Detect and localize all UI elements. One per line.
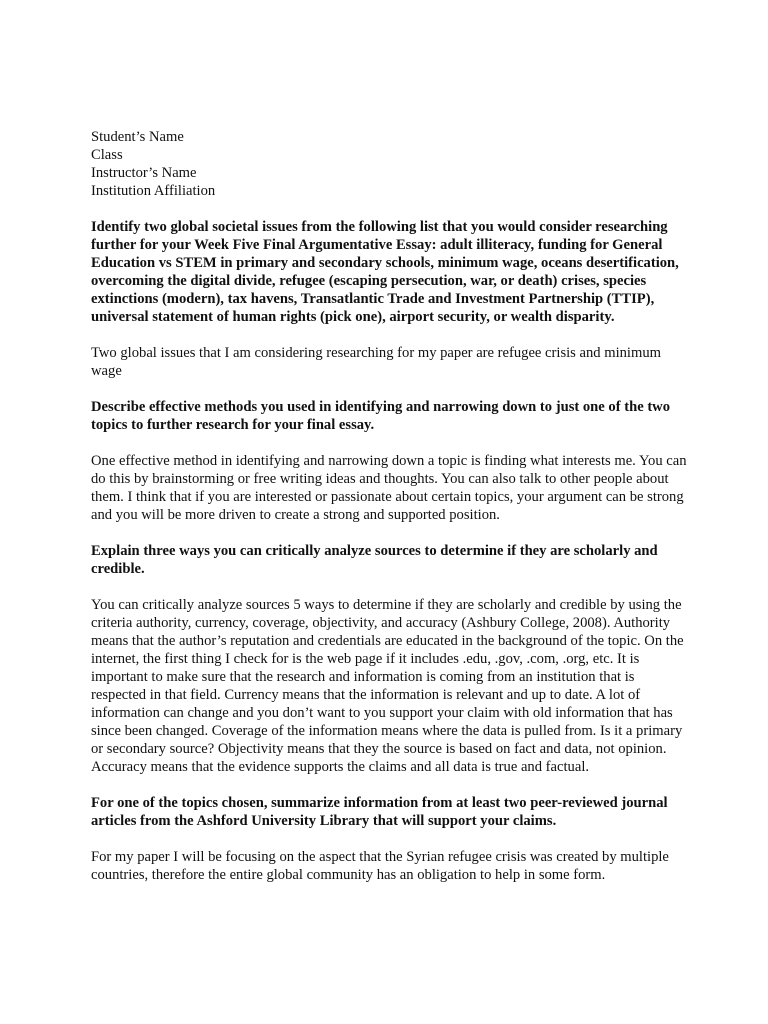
document-page [91,128,691,884]
institution-affiliation: Institution Affiliation [91,183,216,199]
class-name: Class [91,147,123,163]
question-2: Describe effective methods you used in identifying and narrowing down to just one of the two topics to further research for your final essay. [91,399,671,433]
question-3: Explain three ways you can critically analyze sources to determine if they are scholarly and credible. [91,543,658,577]
question-4: For one of the topics chosen, summarize information from at least two peer-reviewed journal articles from the Ashford University Library that will support your claims. [91,795,668,829]
answer-1: Two global issues that I am considering researching for my paper are refugee crisis and minimum wage [91,345,661,379]
student-name: Student’s Name [91,129,184,145]
answer-2: One effective method in identifying and narrowing down a topic is finding what interests me. You can do this by brainstorming or free writing ideas and thoughts. You can also talk to other people about them. I think that if you are interested or passionate about certain topics, your argument can be strong and you will be more driven to create a strong and supported position. [91,453,687,523]
answer-4: For my paper I will be focusing on the aspect that the Syrian refugee crisis was created by multiple countries, therefore the entire global community has an obligation to help in some form. [91,849,669,883]
header-block [91,128,691,200]
question-1: Identify two global societal issues from the following list that you would consider researching further for your Week Five Final Argumentative Essay: adult illiteracy, funding for General Education vs STEM in primary and secondary schools, minimum wage, oceans desertification, overcoming the digital divide, refugee (escaping persecution, war, or death) crises, species extinctions (modern), tax havens, Transatlantic Trade and Investment Partnership (TTIP), universal statement of human rights (pick one), airport security, or wealth disparity. [91,219,679,325]
instructor-name: Instructor’s Name [91,165,197,181]
answer-3: You can critically analyze sources 5 ways to determine if they are scholarly and credible by using the criteria authority, currency, coverage, objectivity, and accuracy (Ashbury College, 2008). Authority means that the author’s reputation and credentials are educated in the background of the topic. On the internet, the first thing I check for is the web page if it includes .edu, .gov, .com, .org, etc. It is important to make sure that the research and information is coming from an institution that is respected in that field. Currency means that the information is relevant and up to date. A lot of information can change and you don’t want to you support your claim with old information that has since been changed. Coverage of the information means where the data is pulled from. Is it a primary or secondary source? Objectivity means that they the source is based on fact and data, not opinion. Accuracy means that the evidence supports the claims and all data is true and factual. [91,597,684,775]
